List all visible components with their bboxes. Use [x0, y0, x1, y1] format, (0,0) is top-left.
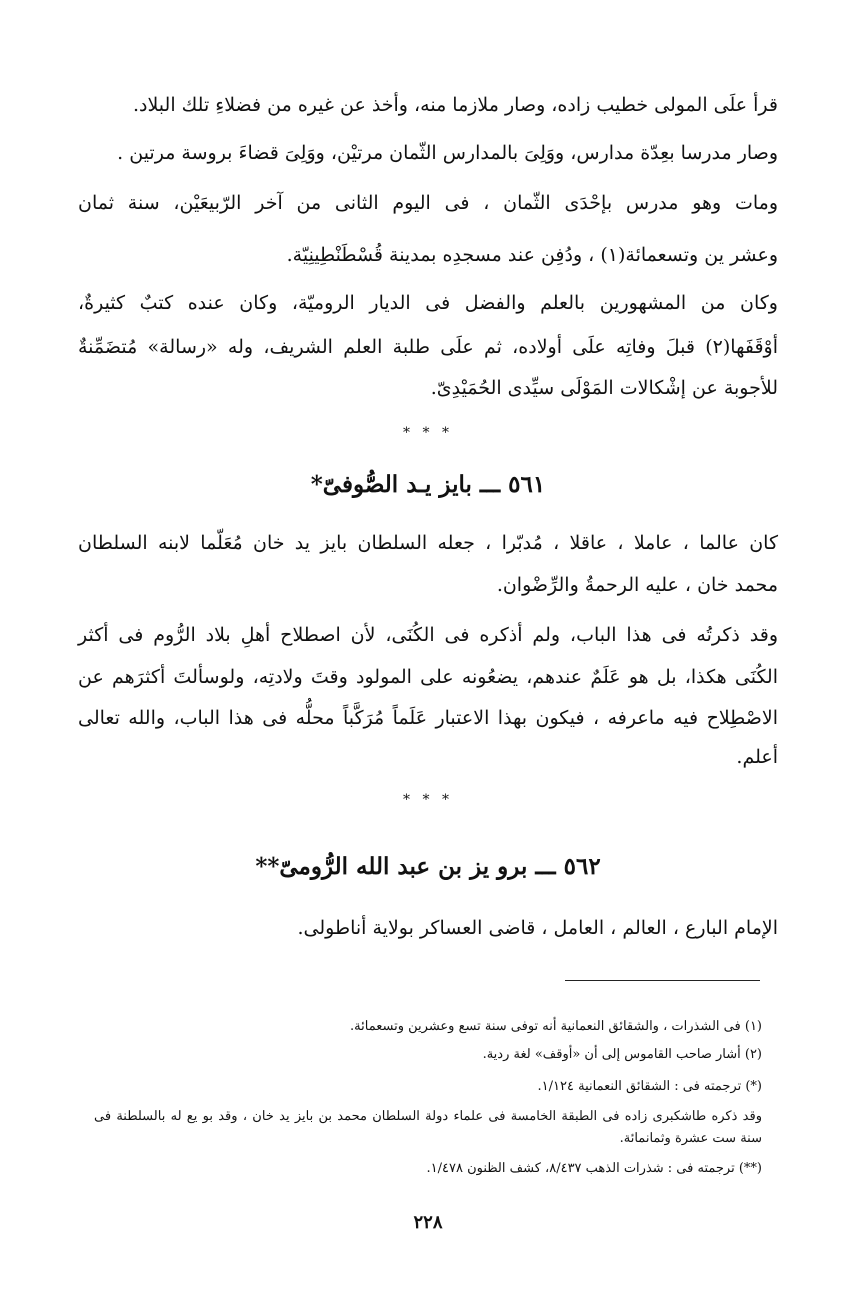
paragraph-line: الكُنَى هكذا، بل هو عَلَمٌ عندهم، يضعُونه على المولود وقتَ ولادتِه، ولوسألتَ أكثرَهم عن: [78, 666, 778, 688]
footnote: (٢) أشار صاحب القاموس إلى أن «أوقف» لغة ردية.: [482, 1047, 762, 1062]
paragraph-line: الإمام البارع ، العالم ، العامل ، قاضى العساكر بولاية أناطولى.: [297, 917, 778, 939]
paragraph-line: وعشر ين وتسعمائة(١) ، ودُفِن عند مسجدِه بمدينة قُسْطَنْطِينِيّة.: [286, 244, 778, 266]
section-separator: * * *: [403, 425, 453, 441]
section-separator: * * *: [403, 792, 453, 808]
paragraph-line: وقد ذكرتُه فى هذا الباب، ولم أذكره فى الكُنَى، لأن اصطلاح أهلِ بلاد الرُّوم فى أكثر: [78, 624, 778, 646]
entry-heading-561: ٥٦١ ـــ بايز يـد الصُّوفىّ*: [310, 471, 546, 498]
paragraph-line: للأجوبة عن إشْكالات المَوْلَى سيِّدى الحُمَيْدِىّ.: [430, 377, 778, 399]
entry-heading-562: ٥٦٢ ـــ برو يز بن عبد الله الرُّومىّ**: [255, 853, 601, 880]
footnote: (*) ترجمته فى : الشقائق النعمانية ١/١٢٤.: [537, 1079, 762, 1094]
footnote: سنة ست عشرة وثمانمائة.: [619, 1131, 762, 1146]
page-number: ٢٢٨: [413, 1212, 443, 1233]
footnote: (**) ترجمته فى : شذرات الذهب ٨/٤٣٧، كشف الظنون ١/٤٧٨.: [426, 1161, 762, 1176]
paragraph-line: كان عالما ، عاملا ، عاقلا ، مُدبّرا ، جعله السلطان بايز يد خان مُعَلّما لابنه السلطان: [78, 532, 778, 554]
footnote: (١) فى الشذرات ، والشقائق النعمانية أنه توفى سنة تسع وعشرين وتسعمائة.: [350, 1019, 762, 1034]
paragraph-line: ومات وهو مدرس بإحْدَى الثّمان ، فى اليوم الثانى من آخر الرّبيعَيْن، سنة ثمان: [78, 192, 778, 214]
paragraph-line: أوْقَفَها(٢) قبلَ وفاتِه علَى أولاده، ثم علَى طلبة العلم الشريف، وله «رسالة» مُتضَمِّنةٌ: [78, 336, 778, 358]
footnote: وقد ذكره طاشكبرى زاده فى الطبقة الخامسة فى علماء دولة السلطان محمد بن بايز يد خان ، وقد بو يع له بالسلطنة فى: [94, 1109, 762, 1124]
paragraph-line: وصار مدرسا بعِدّة مدارس، ووَلِىَ بالمدارس الثّمان مرتيْن، ووَلِىَ قضاءَ بروسة مرتين .: [117, 142, 778, 164]
paragraph-line: الاصْطِلاح فيه ماعرفه ، فيكون بهذا الاعتبار عَلَماً مُرَكَّباً محلُّه فى هذا الباب، والله تعالى: [78, 707, 778, 729]
paragraph-line: قرأ علَى المولى خطيب زاده، وصار ملازما منه، وأخذ عن غيره من فضلاءِ تلك البلاد.: [132, 94, 778, 116]
footnote-divider: [565, 980, 760, 981]
paragraph-line: أعلم.: [736, 746, 778, 768]
paragraph-line: محمد خان ، عليه الرحمةُ والرِّضْوان.: [496, 574, 778, 596]
paragraph-line: وكان من المشهورين بالعلم والفضل فى الديار الروميّة، وكان عنده كتبٌ كثيرةٌ،: [78, 292, 778, 314]
